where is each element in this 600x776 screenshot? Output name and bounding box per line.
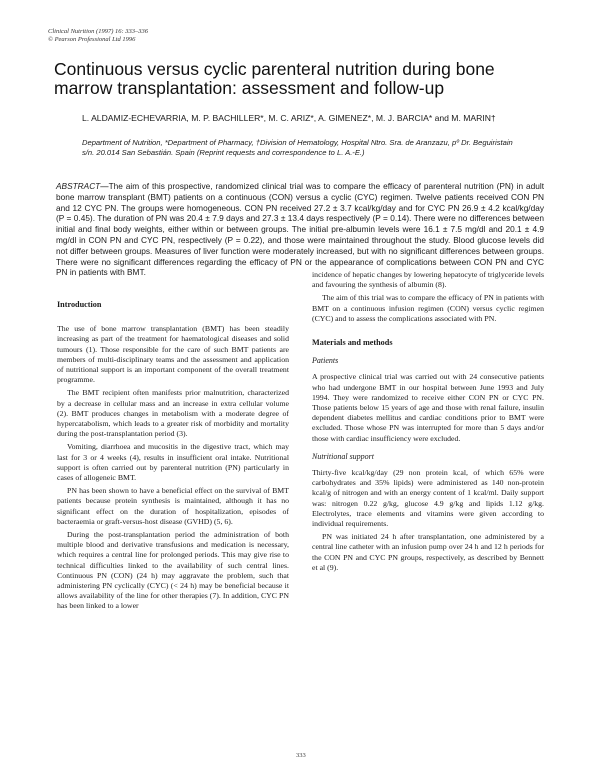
intro-paragraph: Vomiting, diarrhoea and mucositis in the digestive tract, which may last for 3 or 4 weeks (4), results in insufficient oral intake. Nutritional support is often carried out by parenteral nutrition (PN) particularly in cases of allogeneic BMT. (57, 442, 289, 483)
abstract (56, 181, 544, 278)
journal-copyright: © Pearson Professional Ltd 1996 (48, 36, 136, 43)
article-title: Continuous versus cyclic parenteral nutrition during bone marrow transplantation: assessment and follow-up (54, 59, 495, 98)
intro-paragraph: The use of bone marrow transplantation (BMT) has been steadily increasing as part of the treatment for haematological diseases and solid tumours (1). Those responsible for the care of such BMT patients are members of multi-disciplinary teams and the assessment and application of nutritional support is an important component of the overall treatment programme. (57, 324, 289, 385)
right-column (312, 270, 544, 576)
infusion-paragraph: PN was initiated 24 h after transplantation, one administered by a central line catheter with an infusion pump over 24 h and 12 h periods for the CON PN and CYC PN groups, respectively, as described by Bennett et al (9). (312, 532, 544, 572)
left-column (57, 300, 289, 615)
page-number: 333 (296, 752, 306, 759)
journal-citation: Clinical Nutrition (1997) 16: 333–336 (48, 28, 149, 35)
affiliation: Department of Nutrition, *Department of Pharmacy, †Division of Hematology, Hospital Ntro. Sra. de Aranzazu, pº Dr. Beguiristain s/n. 20.014 San Sebastián. Spain (Reprint requests and correspondence to L. A.-E.) (82, 138, 513, 157)
intro-continuation: incidence of hepatic changes by lowering hepatocyte of triglyceride levels and favouring the synthesis of albumin (8). (312, 270, 544, 290)
intro-paragraph: PN has been shown to have a beneficial effect on the survival of BMT patients because protein synthesis is maintained, although it has no significant effect on the duration of hospitalization, episodes of bacteraemia or graft-versus-host disease (GVHD) (5, 6). (57, 486, 289, 526)
abstract-heading: ABSTRACT— (56, 181, 109, 191)
patients-heading: Patients (312, 356, 339, 366)
intro-paragraph: During the post-transplantation period the administration of both multiple blood and derivative transfusions and medication is necessary, which requires a central line for prolonged periods. This may give rise to technical difficulties linked to the availability of such central lines. Continuous PN (CON) (24 h) may aggravate the problem, such that administering PN cyclically (CYC) (< 24 h) may be beneficial because it allows availability of the line for other therapies (7). In addition, CYC PN has been linked to a lower (57, 530, 289, 611)
journal-header (48, 28, 148, 44)
aim-paragraph: The aim of this trial was to compare the efficacy of PN in patients with BMT on a continuous infusion regimen (CON) versus cyclic regimen (CYC) and to assess the complications associated with PN. (312, 293, 544, 323)
patients-paragraph: A prospective clinical trial was carried out with 24 consecutive patients who had undergone BMT in our hospital between June 1993 and July 1994. They were randomized to receive either CON PN or CYC PN. Those patients below 15 years of age and those with renal failure, insulin dependent diabetes mellitus and cardiac conditions prior to BMT were excluded. Those whose PN was interrupted for more than 5 days and/or those with cardiac insufficiency were excluded. (312, 372, 544, 443)
support-paragraph: Thirty-five kcal/kg/day (29 non protein kcal, of which 65% were carbohydrates and 35% lipids) were administered as 140 non-protein kcal/g of nitrogen and with an energy content of 1 kcal/ml. Daily support was: nitrogen 0.22 g/kg, glucose 4.9 g/kg and lipids 1.12 g/kg. Electrolytes, trace elements and vitamins were given according to individual requirements. (312, 468, 544, 529)
intro-paragraph: The BMT recipient often manifests prior malnutrition, characterized by a decrease in cellular mass and an increase in extra cellular volume (2). BMT produces changes in metabolism with a moderate degree of hypercatabolism, which leads to a greater risk of morbidity and mortality during the post-transplantation period (3). (57, 388, 289, 439)
nutritional-support-heading: Nutritional support (312, 451, 375, 461)
author-list: L. ALDAMIZ-ECHEVARRIA, M. P. BACHILLER*, M. C. ARIZ*, A. GIMENEZ*, M. J. BARCIA* and M. MARIN† (82, 113, 496, 123)
methods-heading: Materials and methods (312, 338, 393, 348)
introduction-heading: Introduction (57, 300, 102, 309)
abstract-text: The aim of this prospective, randomized clinical trial was to compare the efficacy of parenteral nutrition (PN) in adult bone marrow transplant (BMT) patients on a continuous (CON) versus a cyclic (CYC) regimen. Twelve patients received CON PN and 12 CYC PN. The groups were homogeneous. CON PN received 27.2 ± 3.7 kcal/kg/day and for CYC PN 26.9 ± 4.2 kcal/kg/day (P = 0.45). The duration of PN was 20.4 ± 7.9 days and 27.3 ± 13.4 days respectively (P = 0.14). There were no differences between initial and final body weights, either within or between groups. The initial pre-albumin levels were 16.1 ± 7.5 mg/dl and 20.1 ± 4.9 mg/dl in CON PN and CYC PN, respectively (P = 0.22), and those were maintained throughout the study. Blood glucose levels did not differ between groups. Measures of liver function were moderately increased, but with no significant differences between groups. There were no significant differences regarding the efficacy of PN or the appearance of complications between CON PN and CYC PN in patients with BMT. (56, 181, 544, 278)
